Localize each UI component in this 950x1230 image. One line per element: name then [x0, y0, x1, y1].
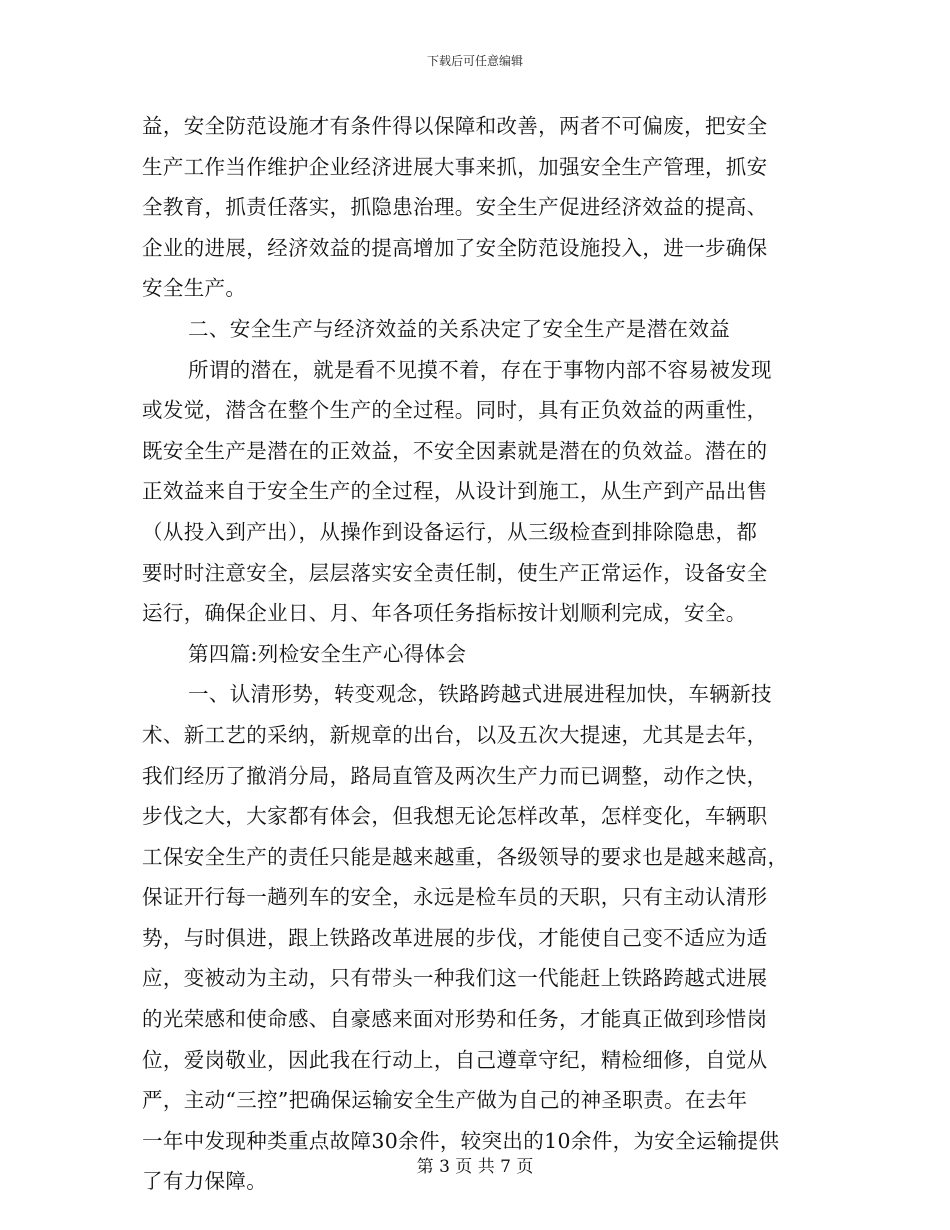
text-line: 企业的进展，经济效益的提高增加了安全防范设施投入，进一步确保: [142, 235, 768, 260]
text-line: 应，变被动为主动，只有带头一种我们这一代能赶上铁路跨越式进展: [142, 966, 768, 991]
text-line: 生产工作当作维护企业经济进展大事来抓，加强安全生产管理，抓安: [142, 154, 768, 179]
text-line: 益，安全防范设施才有条件得以保障和改善，两者不可偏废，把安全: [142, 114, 768, 138]
text-line: 了有力保障。: [142, 1169, 268, 1194]
text-line: 运行，确保企业日、月、年各项任务指标按计划顺利完成，安全。: [142, 601, 747, 626]
text-line: 正效益来自于安全生产的全过程，从设计到施工，从生产到产品出售: [142, 479, 768, 504]
text-line: 我们经历了撤消分局，路局直管及两次生产力而已调整，动作之快，: [142, 763, 768, 788]
text-line: 要时时注意安全，层层落实安全责任制，使生产正常运作，设备安全: [142, 560, 768, 585]
text-line: 安全生产。: [142, 276, 247, 301]
text-line: 所谓的潜在，就是看不见摸不着，存在于事物内部不容易被发现: [188, 357, 772, 382]
section-heading: 二、安全生产与经济效益的关系决定了安全生产是潜在效益: [188, 316, 731, 341]
text-line: 势，与时俱进，跟上铁路改革进展的步伐，才能使自己变不适应为适: [142, 925, 768, 950]
chapter-title: 第四篇:列检安全生产心得体会: [188, 641, 467, 666]
text-line: 一年中发现种类重点故障30余件，较突出的10余件，为安全运输提供: [142, 1128, 780, 1153]
text-line: 步伐之大，大家都有体会，但我想无论怎样改革，怎样变化，车辆职: [142, 804, 768, 829]
page-header: 下载后可任意编辑: [426, 54, 523, 68]
text-line: 的光荣感和使命感、自豪感来面对形势和任务，才能真正做到珍惜岗: [142, 1007, 768, 1032]
text-line: 保证开行每一趟列车的安全，永远是检车员的天职，只有主动认清形: [142, 885, 768, 910]
page-footer: 第 3 页 共 7 页: [416, 1157, 534, 1177]
text-line: 工保安全生产的责任只能是越来越重，各级领导的要求也是越来越高，: [142, 844, 789, 869]
text-line: 位，爱岗敬业，因此我在行动上，自己遵章守纪，精检细修，自觉从: [142, 1047, 768, 1072]
text-line: 术、新工艺的采纳，新规章的出台，以及五次大提速，尤其是去年，: [142, 722, 768, 747]
text-line: 或发觉，潜含在整个生产的全过程。同时，具有正负效益的两重性，: [142, 398, 768, 423]
text-line: （从投入到产出），从操作到设备运行，从三级检查到排除隐患，都: [142, 519, 758, 544]
text-line: 既安全生产是潜在的正效益，不安全因素就是潜在的负效益。潜在的: [142, 438, 768, 463]
text-line: 一、认清形势，转变观念，铁路跨越式进展进程加快，车辆新技: [188, 682, 772, 707]
document-body: [142, 106, 812, 1202]
text-line: 严，主动“三控”把确保运输安全生产做为自己的神圣职责。在去年: [142, 1088, 748, 1113]
text-line: 全教育，抓责任落实，抓隐患治理。安全生产促进经济效益的提高、: [142, 195, 768, 220]
